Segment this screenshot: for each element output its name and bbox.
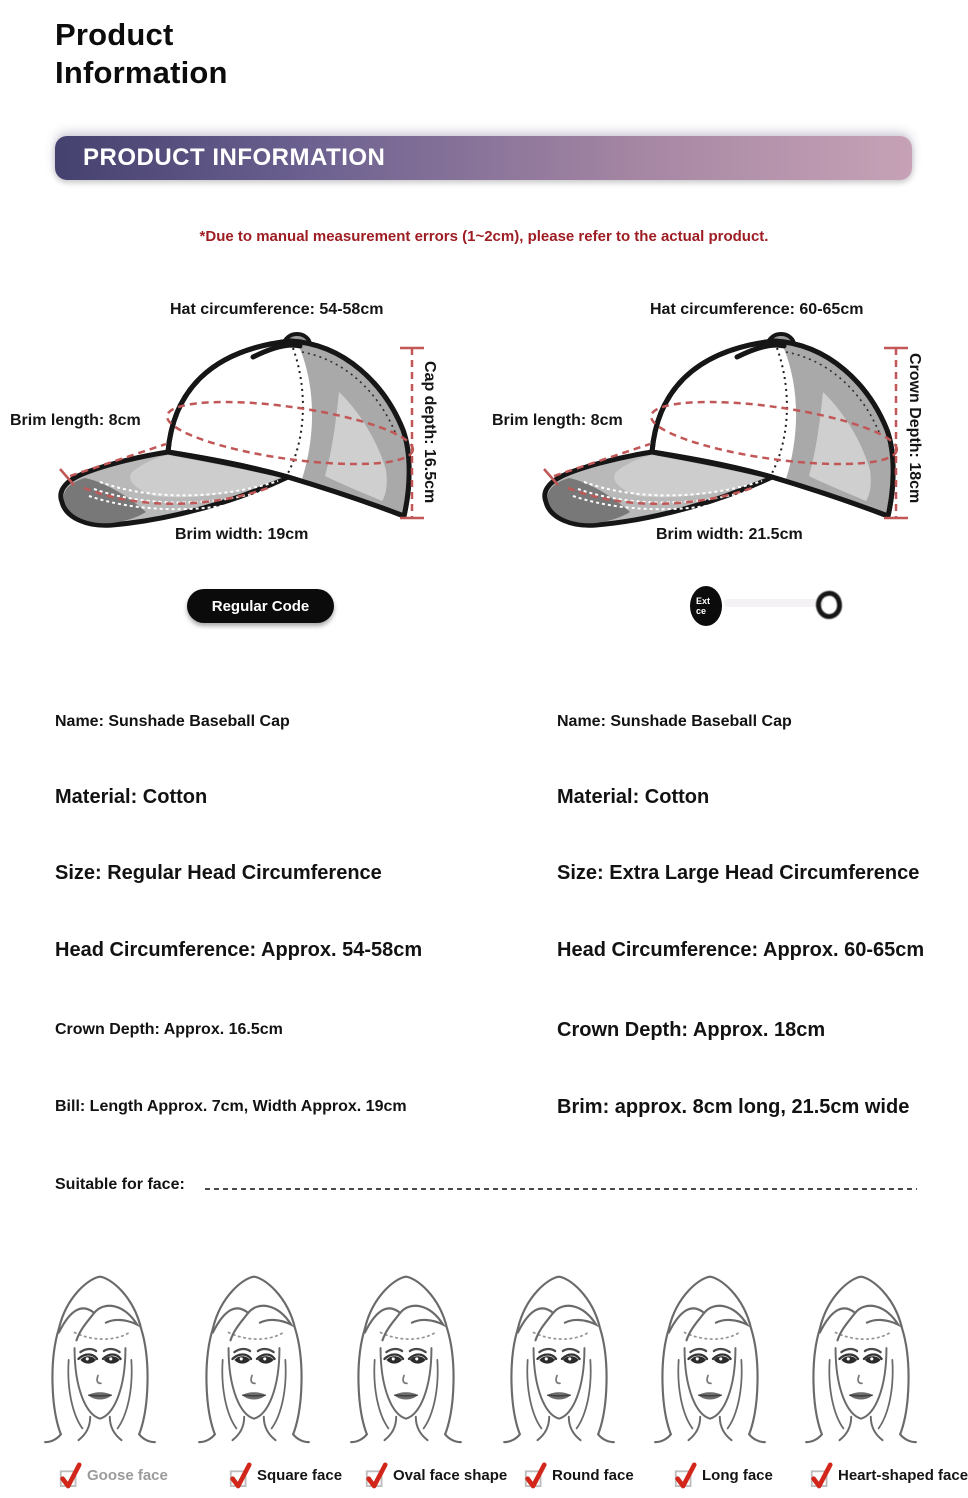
brim-width-label: Brim width: 21.5cm xyxy=(656,526,803,543)
spec-name-left: Name: Sunshade Baseball Cap xyxy=(55,713,290,730)
crown-depth-label: Crown Depth: 18cm xyxy=(906,353,923,504)
hat-circumference-label: Hat circumference: 60-65cm xyxy=(650,301,864,318)
page-title-line2: Information xyxy=(55,55,228,90)
checkmark-icon xyxy=(809,1460,833,1490)
spec-bill-left: Bill: Length Approx. 7cm, Width Approx. 19cm xyxy=(55,1098,407,1115)
spec-size-left: Size: Regular Head Circumference xyxy=(55,862,382,884)
spec-material-right: Material: Cotton xyxy=(557,786,710,808)
brim-length-label: Brim length: 8cm xyxy=(10,412,141,429)
faded-badge-remnant xyxy=(724,599,824,607)
page-title-line1: Product xyxy=(55,17,174,52)
face-sketch-long xyxy=(640,1262,780,1448)
ring-mark-icon xyxy=(813,589,844,622)
page-title xyxy=(55,16,228,92)
cap-diagram-extra-large xyxy=(484,295,968,640)
checkmark-icon xyxy=(673,1460,697,1490)
face-sketch-heart xyxy=(791,1262,931,1448)
face-type-goose: Goose face xyxy=(58,1460,168,1490)
face-type-square: Square face xyxy=(228,1460,342,1490)
section-banner-label: PRODUCT INFORMATION xyxy=(83,144,386,171)
checkmark-icon xyxy=(58,1460,82,1490)
dashed-divider xyxy=(205,1188,917,1190)
face-sketch-square xyxy=(184,1262,324,1448)
checkmark-icon xyxy=(228,1460,252,1490)
hat-circumference-label: Hat circumference: 54-58cm xyxy=(170,301,384,318)
regular-code-badge: Regular Code xyxy=(187,589,334,623)
face-sketch-goose xyxy=(30,1262,170,1448)
brim-length-label: Brim length: 8cm xyxy=(492,412,623,429)
section-banner xyxy=(55,136,912,180)
measurement-disclaimer: *Due to manual measurement errors (1~2cm), please refer to the actual product. xyxy=(199,228,769,245)
face-sketch-round xyxy=(489,1262,629,1448)
cap-diagram-regular xyxy=(0,295,484,640)
checkmark-icon xyxy=(364,1460,388,1490)
face-type-oval: Oval face shape xyxy=(364,1460,507,1490)
spec-crown-depth-left: Crown Depth: Approx. 16.5cm xyxy=(55,1021,283,1038)
spec-crown-depth-right: Crown Depth: Approx. 18cm xyxy=(557,1019,826,1041)
cap-depth-label: Cap depth: 16.5cm xyxy=(421,361,438,504)
spec-material-left: Material: Cotton xyxy=(55,786,208,808)
spec-size-right: Size: Extra Large Head Circumference xyxy=(557,862,920,884)
face-type-long: Long face xyxy=(673,1460,773,1490)
face-sketch-oval xyxy=(336,1262,476,1448)
extra-large-code-badge-fragment: Ext ce xyxy=(690,586,722,626)
suitable-for-face-label: Suitable for face: xyxy=(55,1176,185,1193)
brim-width-label: Brim width: 19cm xyxy=(175,526,309,543)
checkmark-icon xyxy=(523,1460,547,1490)
face-type-round: Round face xyxy=(523,1460,634,1490)
spec-name-right: Name: Sunshade Baseball Cap xyxy=(557,713,792,730)
spec-head-circumference-left: Head Circumference: Approx. 54-58cm xyxy=(55,939,423,961)
spec-brim-right: Brim: approx. 8cm long, 21.5cm wide xyxy=(557,1096,910,1118)
face-type-heart: Heart-shaped face xyxy=(809,1460,968,1490)
spec-head-circumference-right: Head Circumference: Approx. 60-65cm xyxy=(557,939,925,961)
